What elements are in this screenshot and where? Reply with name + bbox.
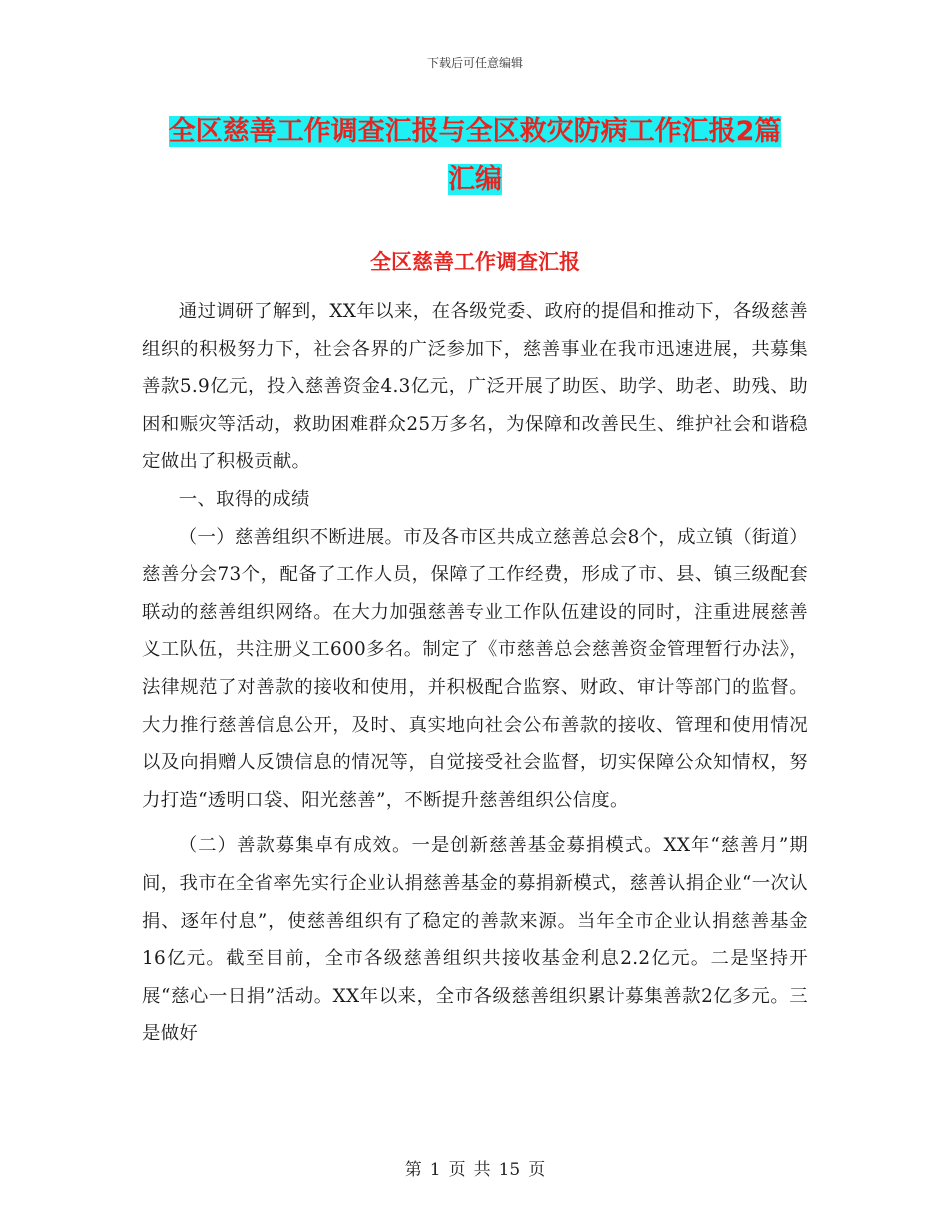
paragraph-fundraising: （二）善款募集卓有成效。一是创新慈善基金募捐模式。XX年“慈善月”期间，我市在全省率先实行企业认捐慈善基金的募捐新模式，慈善认捐企业“一次认捐、逐年付息”，使慈善组织有了稳定的善款来源。当年全市企业认捐慈善基金16亿元。截至目前，全市各级慈善组织共接收基金利息2.2亿元。二是坚持开展“慈心一日捐”活动。XX年以来，全市各级慈善组织累计募集善款2亿多元。三是做好 <box>142 835 808 1045</box>
paragraph-charity-organizations: （一）慈善组织不断进展。市及各市区共成立慈善总会8个，成立镇（街道）慈善分会73个，配备了工作人员，保障了工作经费，形成了市、县、镇三级配套联动的慈善组织网络。在大力加强慈善专业工作队伍建设的同时，注重进展慈善义工队伍，共注册义工600多名。制定了《市慈善总会慈善资金管理暂行办法》，法律规范了对善款的接收和使用，并积极配合监察、财政、审计等部门的监督。大力推行慈善信息公开，及时、真实地向社会公布善款的接收、管理和使用情况以及向捐赠人反馈信息的情况等，自觉接受社会监督，切实保障公众知情权，努力打造“透明口袋、阳光慈善”，不断提升慈善组织公信度。 <box>142 526 808 811</box>
footer-page-unit: 页 <box>448 1160 466 1180</box>
heading-achievements: 一、取得的成绩 <box>178 488 310 510</box>
document-body <box>142 293 808 1053</box>
paragraph-intro: 通过调研了解到，XX年以来，在各级党委、政府的提倡和推动下，各级慈善组织的积极努力下，社会各界的广泛参加下，慈善事业在我市迅速进展，共募集善款5.9亿元，投入慈善资金4.3亿元，广泛开展了助医、助学、助老、助残、助困和赈灾等活动，救助困难群众25万多名，为保障和改善民生、维护社会和谐稳定做出了积极贡献。 <box>142 301 808 473</box>
page-footer <box>0 1155 950 1180</box>
footer-prefix: 第 <box>404 1160 422 1180</box>
document-title-line-1: 全区慈善工作调查汇报与全区救灾防病工作汇报2篇 <box>168 116 782 147</box>
page-header-note: 下载后可任意编辑 <box>426 56 523 70</box>
footer-total-prefix: 共 <box>473 1160 491 1180</box>
footer-page-number: 1 <box>429 1160 441 1180</box>
section-title: 全区慈善工作调查汇报 <box>370 250 580 274</box>
document-title <box>140 108 810 204</box>
footer-total-unit: 页 <box>528 1160 546 1180</box>
document-title-line-2: 汇编 <box>448 164 502 195</box>
footer-total-pages: 15 <box>498 1160 521 1180</box>
